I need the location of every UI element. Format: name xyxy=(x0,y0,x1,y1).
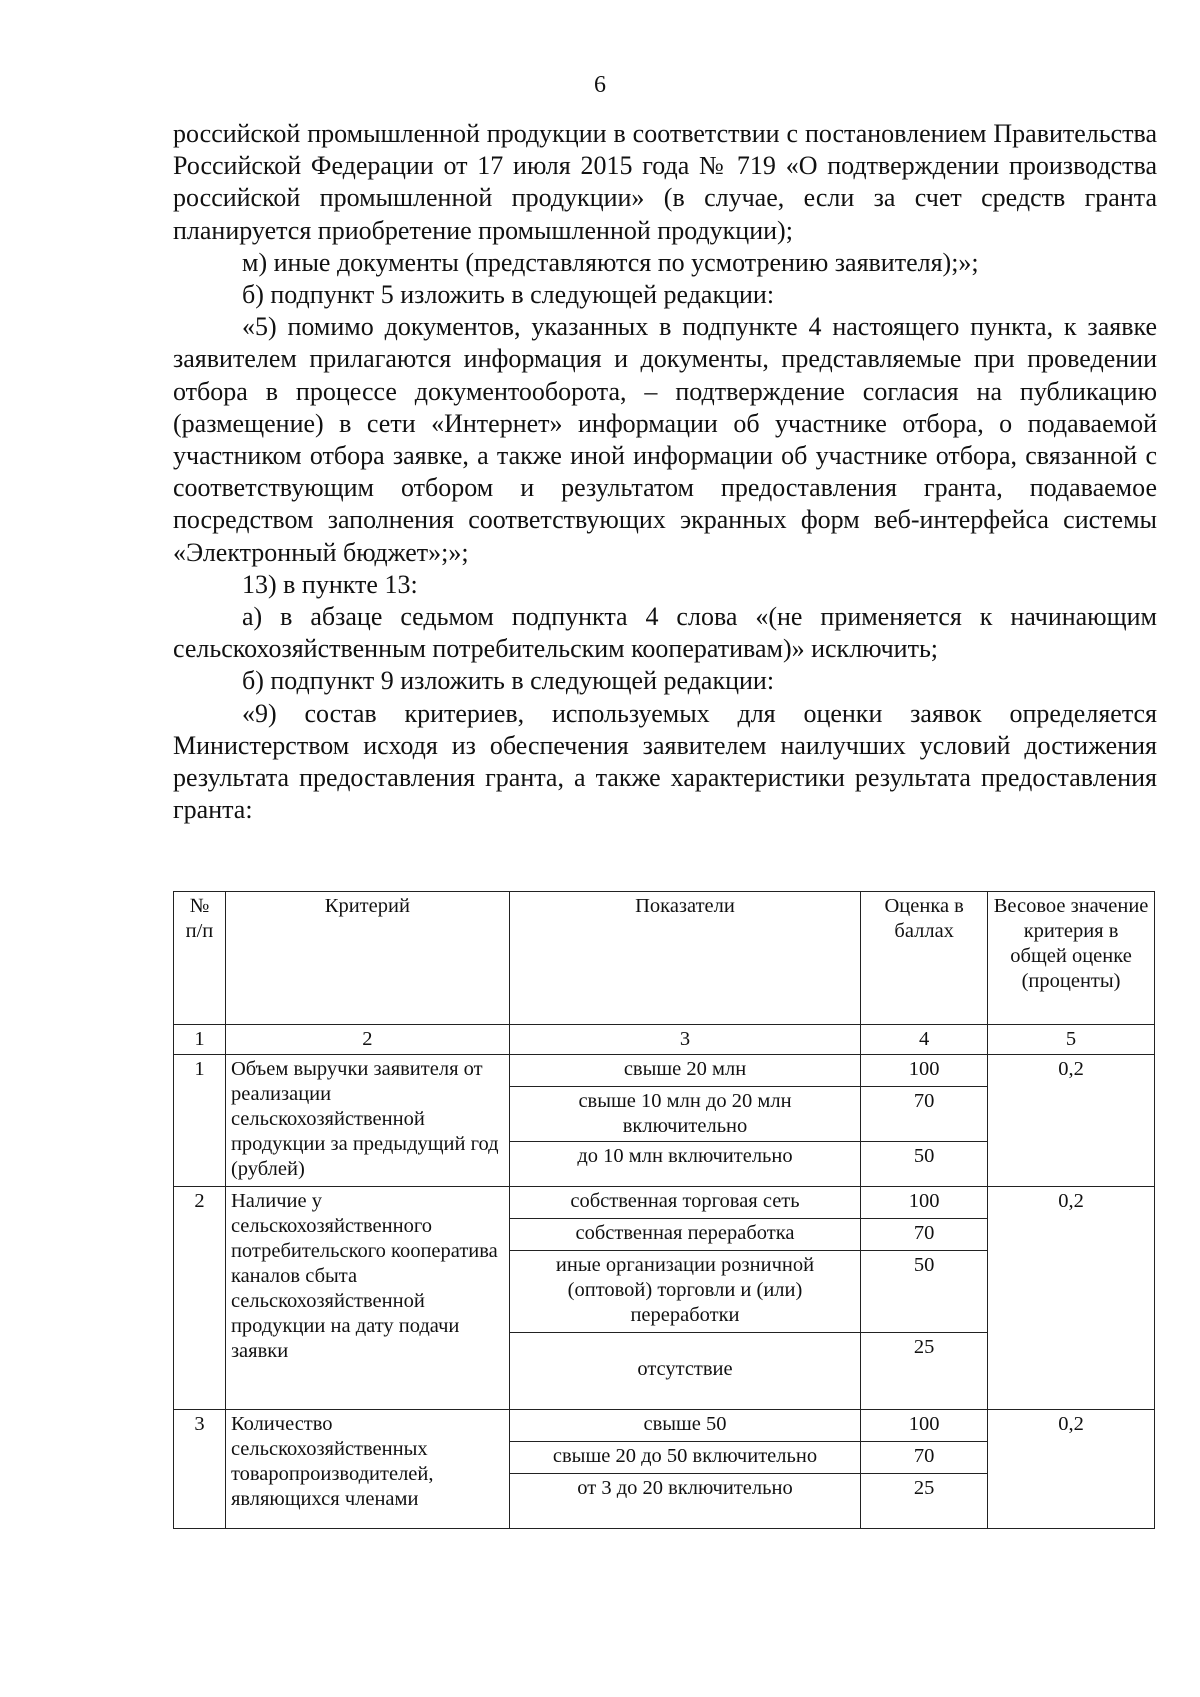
scores-cell xyxy=(861,1055,988,1187)
column-number: 2 xyxy=(225,1025,509,1055)
score: 25 xyxy=(913,1336,935,1358)
row-number: 1 xyxy=(174,1055,226,1187)
body-text xyxy=(173,118,1157,826)
paragraph: м) иные документы (представляются по усмотрению заявителя);»; xyxy=(242,247,979,277)
criteria-table xyxy=(173,891,1155,1529)
paragraph: «5) помимо документов, указанных в подпункте 4 настоящего пункта, к заявке заявителем прилагаются информация и документы, представляемые при проведении отбора в процессе документооборота, – подтверждение согласия на публикацию (размещение) в сети «Интернет» информации об участнике отбора, о подаваемой участником отбора заявке, а также иной информации об участнике отбора, связанной с соответствующим отбором и результатом предоставления гранта, подаваемое посредством заполнения соответствующих экранных форм веб-интерфейса системы «Электронный бюджет»;»; xyxy=(173,312,1157,567)
header-cell: Показатели xyxy=(509,892,860,1025)
table-header-row xyxy=(174,892,1155,1025)
paragraph: б) подпункт 9 изложить в следующей редакции: xyxy=(242,666,775,696)
score: 50 xyxy=(861,1251,987,1333)
table-row xyxy=(174,1055,1155,1187)
weight-cell: 0,2 xyxy=(988,1187,1155,1410)
column-number: 5 xyxy=(988,1025,1155,1055)
column-number: 3 xyxy=(509,1025,860,1055)
paragraph: б) подпункт 5 изложить в следующей редакции: xyxy=(242,280,775,310)
indicator: свыше 10 млн до 20 млн включительно xyxy=(510,1087,860,1142)
indicator: свыше 50 xyxy=(510,1410,860,1442)
score: 100 xyxy=(861,1055,987,1087)
header-cell: № п/п xyxy=(174,892,226,1025)
weight-cell: 0,2 xyxy=(988,1055,1155,1187)
scores-cell xyxy=(861,1187,988,1410)
score: 50 xyxy=(913,1145,935,1167)
header-cell: Критерий xyxy=(225,892,509,1025)
row-number: 2 xyxy=(174,1187,226,1410)
paragraph: «9) состав критериев, используемых для оценки заявок определяется Министерством исходя из обеспечения заявителем наилучших условий достижения результата предоставления гранта, а также характеристики результата предоставления гранта: xyxy=(173,698,1157,825)
criterion-cell: Объем выручки заявителя от реализации сельскохозяйственной продукции за предыдущий год (рублей) xyxy=(225,1055,509,1187)
column-number-row xyxy=(174,1025,1155,1055)
criterion-cell: Количество сельскохозяйственных товаропроизводителей, являющихся членами xyxy=(225,1410,509,1529)
score: 70 xyxy=(861,1087,987,1142)
weight-cell: 0,2 xyxy=(988,1410,1155,1529)
paragraph: а) в абзаце седьмом подпункта 4 слова «(не применяется к начинающим сельскохозяйственным потребительским кооперативам)» исключить; xyxy=(173,602,1157,664)
indicator: отсутствие xyxy=(637,1357,733,1380)
paragraph: российской промышленной продукции в соответствии с постановлением Правительства Российской Федерации от 17 июля 2015 года № 719 «О подтверждении производства российской промышленной продукции» (в случае, если за счет средств гранта планируется приобретение промышленной продукции); xyxy=(173,119,1157,245)
indicator: свыше 20 до 50 включительно xyxy=(510,1442,860,1474)
scores-cell xyxy=(861,1410,988,1529)
indicators-cell xyxy=(509,1187,860,1410)
header-cell: Весовое значение критерия в общей оценке (проценты) xyxy=(988,892,1155,1025)
indicator: свыше 20 млн xyxy=(510,1055,860,1087)
column-number: 1 xyxy=(174,1025,226,1055)
table-row xyxy=(174,1187,1155,1410)
score: 70 xyxy=(861,1219,987,1251)
score: 25 xyxy=(913,1477,935,1499)
indicator: до 10 млн включительно xyxy=(577,1145,793,1167)
row-number: 3 xyxy=(174,1410,226,1529)
header-cell: Оценка в баллах xyxy=(861,892,988,1025)
column-number: 4 xyxy=(861,1025,988,1055)
score: 100 xyxy=(861,1187,987,1219)
indicator: иные организации розничной (оптовой) торговли и (или) переработки xyxy=(510,1251,860,1333)
indicator: от 3 до 20 включительно xyxy=(577,1477,793,1499)
score: 100 xyxy=(861,1410,987,1442)
table-row xyxy=(174,1410,1155,1529)
indicators-cell xyxy=(509,1410,860,1529)
criterion-cell: Наличие у сельскохозяйственного потребительского кооператива каналов сбыта сельскохозяйственной продукции на дату подачи заявки xyxy=(225,1187,509,1410)
page-number: 6 xyxy=(594,72,606,98)
indicator: собственная торговая сеть xyxy=(510,1187,860,1219)
indicators-cell xyxy=(509,1055,860,1187)
indicator: собственная переработка xyxy=(510,1219,860,1251)
paragraph: 13) в пункте 13: xyxy=(242,569,418,599)
score: 70 xyxy=(861,1442,987,1474)
